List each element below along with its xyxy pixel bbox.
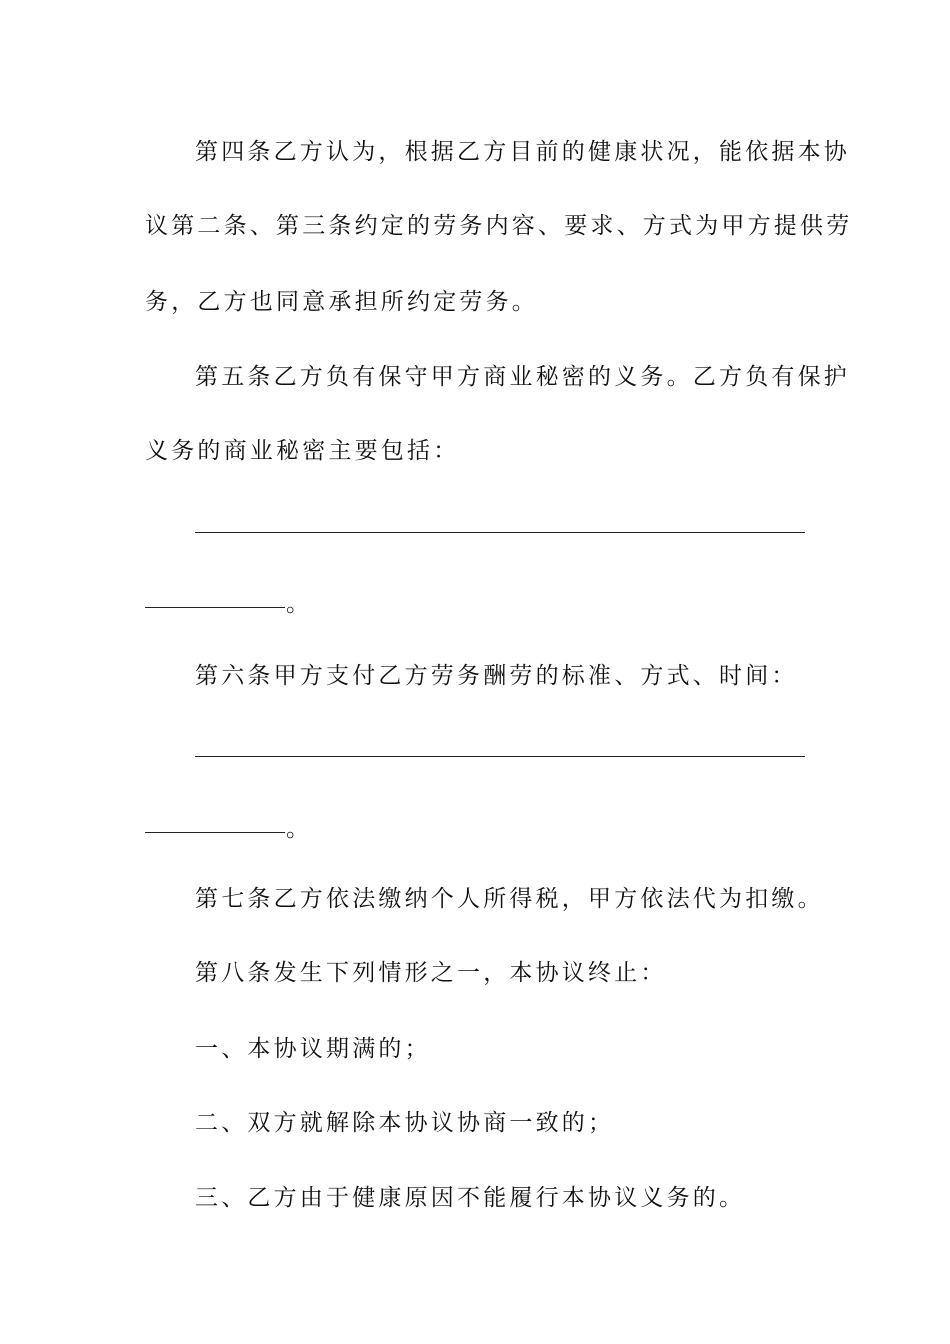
article-5-line-2: 义务的商业秘密主要包括： xyxy=(145,438,460,464)
article-5-line-1: 第五条乙方负有保守甲方商业秘密的义务。乙方负有保护 xyxy=(195,364,850,390)
fill-in-blank-line xyxy=(195,756,805,757)
fill-in-blank-line-end xyxy=(145,607,285,608)
article-4-line-1: 第四条乙方认为，根据乙方目前的健康状况，能依据本协 xyxy=(195,139,850,165)
article-7-line-1: 第七条乙方依法缴纳个人所得税，甲方依法代为扣缴。 xyxy=(195,886,824,912)
article-8-item: 一、本协议期满的； xyxy=(195,1036,431,1062)
fill-in-blank-line xyxy=(195,532,805,533)
article-6-line-1: 第六条甲方支付乙方劳务酬劳的标准、方式、时间： xyxy=(195,663,798,689)
fill-in-blank-line-end xyxy=(145,832,285,833)
article-4-line-2: 议第二条、第三条约定的劳务内容、要求、方式为甲方提供劳 xyxy=(145,213,853,239)
article-4-line-3: 务，乙方也同意承担所约定劳务。 xyxy=(145,289,538,315)
blank-end-period: 。 xyxy=(286,591,309,617)
article-8-item: 三、乙方由于健康原因不能履行本协议义务的。 xyxy=(195,1185,746,1211)
article-8-item: 二、双方就解除本协议协商一致的； xyxy=(195,1110,615,1136)
article-8-line-1: 第八条发生下列情形之一，本协议终止： xyxy=(195,960,667,986)
blank-end-period: 。 xyxy=(286,816,309,842)
